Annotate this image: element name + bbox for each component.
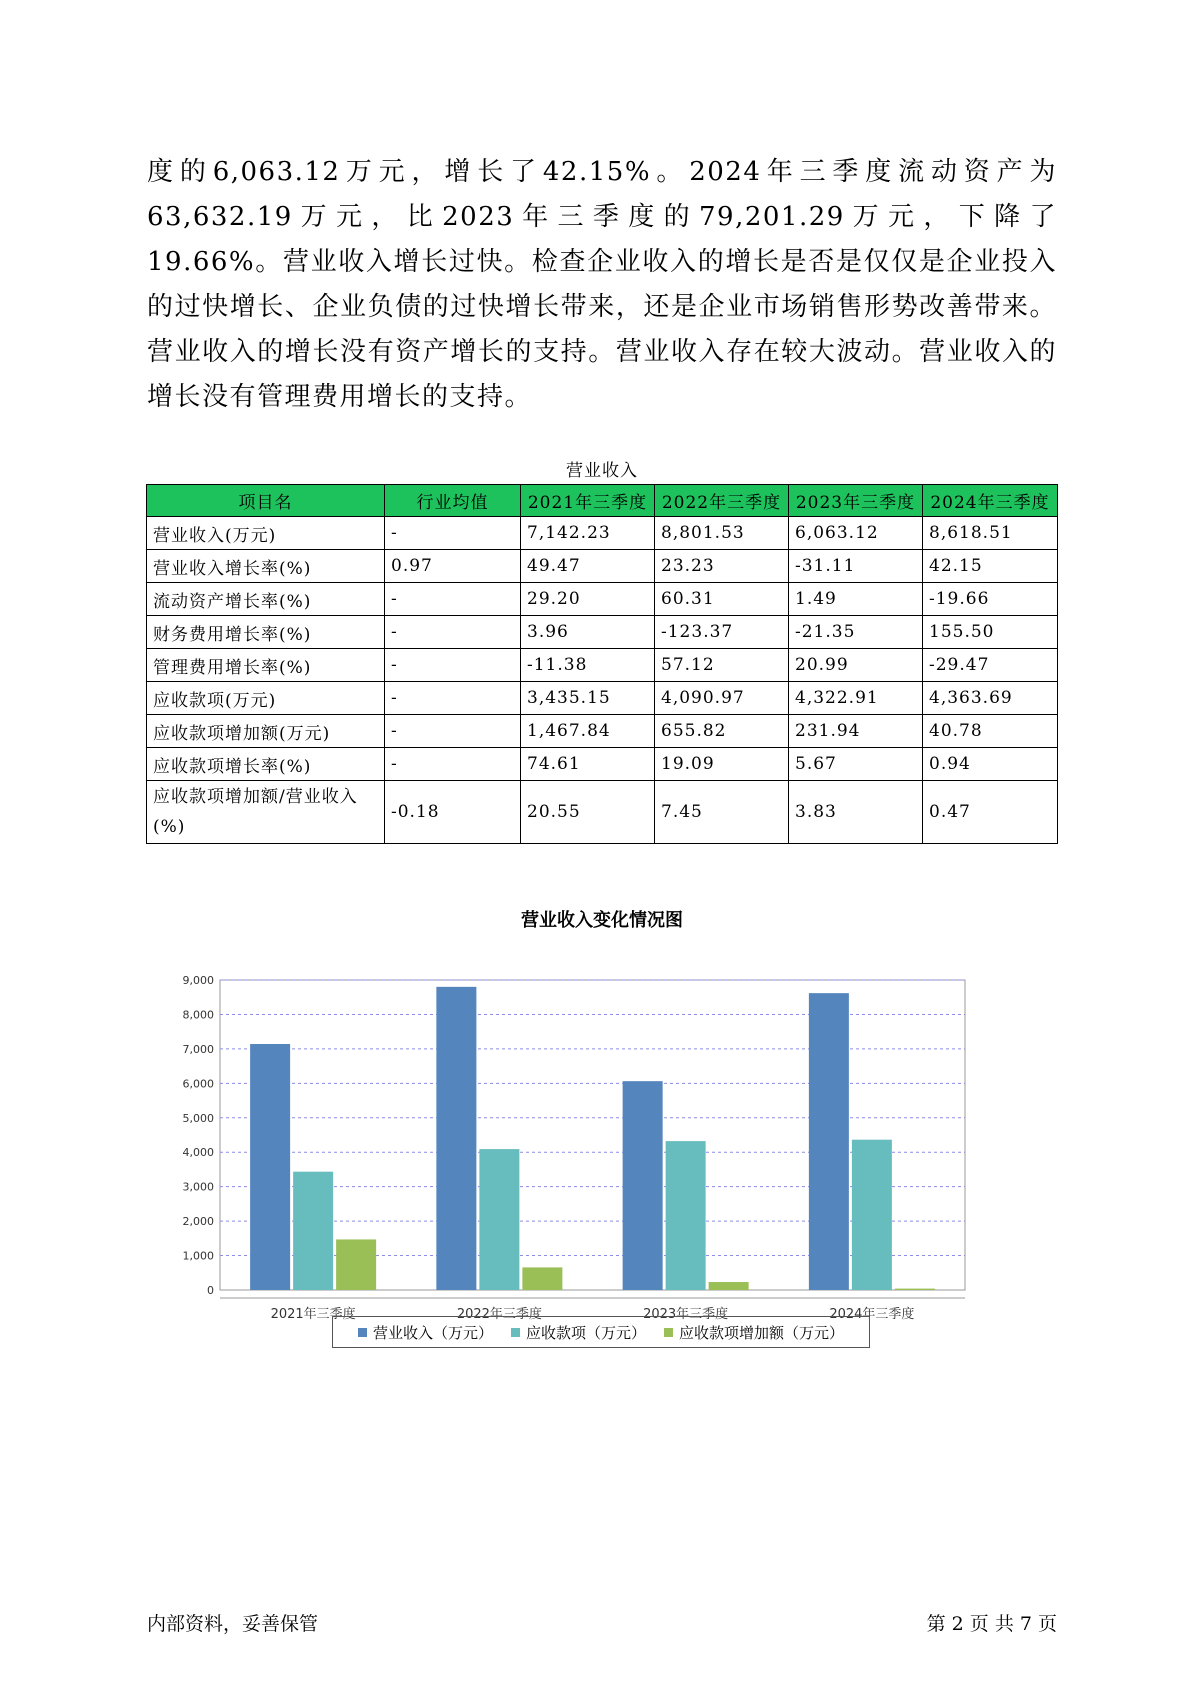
table-cell: 29.20 (521, 583, 655, 616)
table-cell: -21.35 (789, 616, 923, 649)
y-tick-label: 9,000 (182, 974, 214, 987)
table-cell: 4,363.69 (923, 682, 1058, 715)
table-cell: 0.97 (385, 550, 521, 583)
bar (809, 993, 849, 1290)
row-label: 应收款项增长率(%) (147, 748, 385, 781)
header-cell: 项目名 (147, 485, 385, 517)
bar (250, 1044, 290, 1290)
table-cell: 23.23 (655, 550, 789, 583)
y-tick-label: 7,000 (182, 1042, 214, 1056)
row-label: 应收款项增加额(万元) (147, 715, 385, 748)
table-cell: 4,090.97 (655, 682, 789, 715)
bar (623, 1081, 663, 1290)
table-cell: 42.15 (923, 550, 1058, 583)
bar (895, 1289, 935, 1290)
table-cell: - (385, 583, 521, 616)
bar (436, 987, 476, 1290)
table-cell: - (385, 616, 521, 649)
y-tick-label: 2,000 (182, 1215, 214, 1229)
header-cell: 2021年三季度 (521, 485, 655, 517)
table-row (147, 550, 1058, 583)
legend-swatch (358, 1328, 367, 1337)
table-cell: -19.66 (923, 583, 1058, 616)
header-cell: 2022年三季度 (655, 485, 789, 517)
bar (293, 1172, 333, 1290)
x-tick-label: 2024年三季度 (829, 1307, 915, 1322)
table-cell: - (385, 649, 521, 682)
row-label: 应收款项增加额/营业收入(%) (147, 781, 385, 844)
x-tick-label: 2021年三季度 (270, 1307, 356, 1322)
table-row (147, 517, 1058, 550)
legend-label: 应收款项（万元） (525, 1323, 646, 1342)
table-row (147, 781, 1058, 844)
table-cell: 4,322.91 (789, 682, 923, 715)
x-tick-label: 2022年三季度 (456, 1307, 542, 1322)
y-tick-label: 8,000 (182, 1008, 214, 1022)
table-cell: 3,435.15 (521, 682, 655, 715)
y-tick-label: 6,000 (182, 1077, 214, 1091)
table-cell: 7.45 (655, 781, 789, 844)
x-tick-label: 2023年三季度 (643, 1307, 729, 1322)
table-cell: 57.12 (655, 649, 789, 682)
row-label: 管理费用增长率(%) (147, 649, 385, 682)
table-cell: 8,801.53 (655, 517, 789, 550)
header-cell: 2023年三季度 (789, 485, 923, 517)
legend-swatch (664, 1328, 673, 1337)
table-cell: 60.31 (655, 583, 789, 616)
table-row (147, 748, 1058, 781)
table-header-row (147, 485, 1058, 517)
header-cell: 2024年三季度 (923, 485, 1058, 517)
revenue-table (146, 484, 1058, 844)
table-row (147, 715, 1058, 748)
table-cell: 8,618.51 (923, 517, 1058, 550)
legend-item (511, 1322, 646, 1343)
row-label: 财务费用增长率(%) (147, 616, 385, 649)
table-cell: 1,467.84 (521, 715, 655, 748)
bar (479, 1149, 519, 1290)
table-cell: 231.94 (789, 715, 923, 748)
table-cell: 40.78 (923, 715, 1058, 748)
table-cell: -31.11 (789, 550, 923, 583)
table-cell: 49.47 (521, 550, 655, 583)
bar (666, 1141, 706, 1290)
table-row (147, 583, 1058, 616)
chart-title: 营业收入变化情况图 (521, 910, 683, 931)
y-tick-label: 5,000 (182, 1111, 214, 1125)
chart-legend (332, 1316, 870, 1348)
table-cell: - (385, 517, 521, 550)
table-cell: 20.55 (521, 781, 655, 844)
legend-swatch (511, 1328, 520, 1337)
table-row (147, 649, 1058, 682)
bar (709, 1282, 749, 1290)
row-label: 营业收入(万元) (147, 517, 385, 550)
table-cell: 19.09 (655, 748, 789, 781)
body-paragraph: 度的6,063.12万元，增长了42.15%。2024年三季度流动资产为63,632.19万元，比2023年三季度的79,201.29万元，下降了19.66%。营业收入增长过快。检查企业收入的增长是否是仅仅是企业投入的过快增长、企业负债的过快增长带来，还是企业市场销售形势改善带来。营业收入的增长没有资产增长的支持。营业收入存在较大波动。营业收入的增长没有管理费用增长的支持。 (147, 157, 1057, 412)
table-row (147, 616, 1058, 649)
header-cell: 行业均值 (385, 485, 521, 517)
y-tick-label: 3,000 (182, 1180, 214, 1194)
table-cell: 1.49 (789, 583, 923, 616)
table-cell: 7,142.23 (521, 517, 655, 550)
row-label: 流动资产增长率(%) (147, 583, 385, 616)
table-cell: 0.94 (923, 748, 1058, 781)
table-cell: 74.61 (521, 748, 655, 781)
legend-item (358, 1322, 493, 1343)
table-cell: 0.47 (923, 781, 1058, 844)
table-cell: 20.99 (789, 649, 923, 682)
table-cell: 3.83 (789, 781, 923, 844)
table-cell: -11.38 (521, 649, 655, 682)
table-cell: - (385, 682, 521, 715)
legend-label: 营业收入（万元） (372, 1323, 493, 1342)
table-cell: - (385, 715, 521, 748)
bar (336, 1239, 376, 1290)
bar (852, 1140, 892, 1290)
table-cell: -29.47 (923, 649, 1058, 682)
table-row (147, 682, 1058, 715)
table-cell: -0.18 (385, 781, 521, 844)
y-tick-label: 1,000 (182, 1249, 214, 1263)
table-cell: -123.37 (655, 616, 789, 649)
bar (522, 1267, 562, 1290)
table-cell: 5.67 (789, 748, 923, 781)
row-label: 营业收入增长率(%) (147, 550, 385, 583)
table-caption: 营业收入 (566, 461, 638, 481)
table-cell: - (385, 748, 521, 781)
table-cell: 155.50 (923, 616, 1058, 649)
footer-note: 内部资料，妥善保管 (147, 1613, 319, 1635)
table-cell: 3.96 (521, 616, 655, 649)
table-cell: 6,063.12 (789, 517, 923, 550)
y-tick-label: 0 (207, 1284, 214, 1297)
table-cell: 655.82 (655, 715, 789, 748)
page-number: 第 2 页 共 7 页 (926, 1613, 1057, 1635)
revenue-bar-chart (180, 940, 1000, 1322)
legend-label: 应收款项增加额（万元） (679, 1323, 845, 1342)
y-tick-label: 4,000 (182, 1146, 214, 1160)
legend-item (664, 1322, 844, 1343)
row-label: 应收款项(万元) (147, 682, 385, 715)
